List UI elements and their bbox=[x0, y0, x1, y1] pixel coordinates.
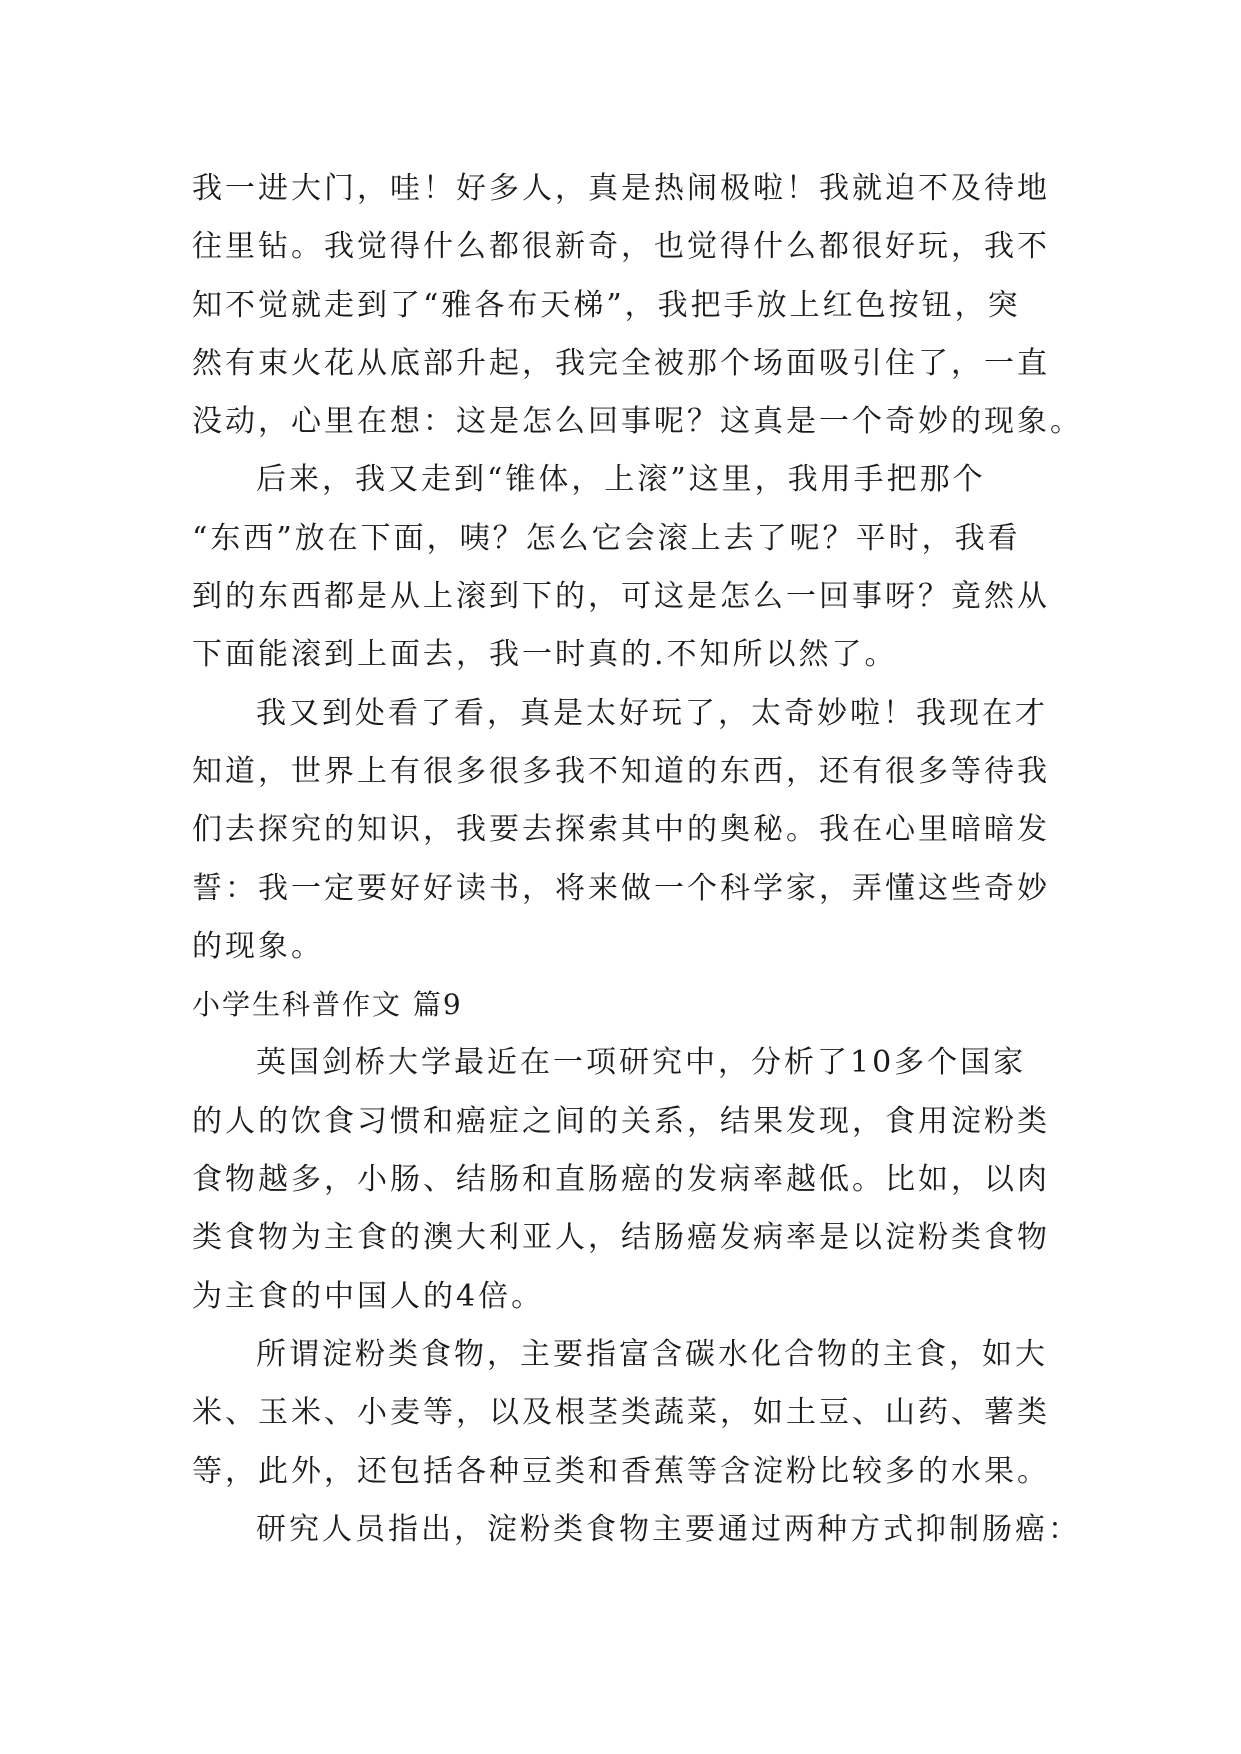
text-line: 的现象。 bbox=[192, 928, 324, 964]
text-line: 到的东西都是从上滚到下的，可这是怎么一回事呀？竟然从 bbox=[192, 579, 1050, 615]
paragraph bbox=[192, 1501, 1092, 1559]
paragraph bbox=[192, 1034, 1092, 1325]
text-line: 等，此外，还包括各种豆类和香蕉等含淀粉比较多的水果。 bbox=[192, 1453, 1050, 1489]
text-line: 食物越多，小肠、结肠和直肠癌的发病率越低。比如，以肉 bbox=[192, 1162, 1050, 1198]
paragraph bbox=[192, 1326, 1092, 1501]
text-line: 英国剑桥大学最近在一项研究中，分析了10多个国家 bbox=[256, 1045, 1027, 1081]
paragraph bbox=[192, 685, 1092, 976]
text-line: 米、玉米、小麦等，以及根茎类蔬菜，如土豆、山药、薯类 bbox=[192, 1395, 1050, 1431]
text-line: 誓：我一定要好好读书，将来做一个科学家，弄懂这些奇妙 bbox=[192, 870, 1050, 906]
paragraph bbox=[192, 451, 1092, 684]
text-line: 的人的饮食习惯和癌症之间的关系，结果发现，食用淀粉类 bbox=[192, 1103, 1050, 1139]
text-line: 往里钻。我觉得什么都很新奇，也觉得什么都很好玩，我不 bbox=[192, 229, 1050, 265]
text-line: 研究人员指出，淀粉类食物主要通过两种方式抑制肠癌： bbox=[256, 1511, 1081, 1547]
text-line: 然有束火花从底部升起，我完全被那个场面吸引住了，一直 bbox=[192, 345, 1050, 381]
text-line: 我又到处看了看，真是太好玩了，太奇妙啦！我现在才 bbox=[256, 695, 1048, 731]
text-line: 所谓淀粉类食物，主要指富含碳水化合物的主食，如大 bbox=[256, 1336, 1048, 1372]
text-line: 后来，我又走到“锥体，上滚”这里，我用手把那个 bbox=[256, 462, 986, 498]
text-line: 为主食的中国人的4倍。 bbox=[192, 1278, 545, 1314]
document-page bbox=[192, 160, 1092, 1559]
text-line: 们去探究的知识，我要去探索其中的奥秘。我在心里暗暗发 bbox=[192, 812, 1050, 848]
text-line: 类食物为主食的澳大利亚人，结肠癌发病率是以淀粉类食物 bbox=[192, 1220, 1050, 1256]
text-line: 下面能滚到上面去，我一时真的.不知所以然了。 bbox=[192, 637, 898, 673]
text-line: 知道，世界上有很多很多我不知道的东西，还有很多等待我 bbox=[192, 753, 1050, 789]
text-line: 没动，心里在想：这是怎么回事呢？这真是一个奇妙的现象。 bbox=[192, 404, 1083, 440]
paragraph bbox=[192, 160, 1092, 451]
text-line: 知不觉就走到了“雅各布天梯”，我把手放上红色按钮，突 bbox=[192, 287, 1021, 323]
text-line: 我一进大门，哇！好多人，真是热闹极啦！我就迫不及待地 bbox=[192, 171, 1050, 206]
section-heading: 小学生科普作文 篇9 bbox=[192, 988, 463, 1022]
text-line: “东西”放在下面，咦？怎么它会滚上去了呢？平时，我看 bbox=[192, 520, 1021, 556]
